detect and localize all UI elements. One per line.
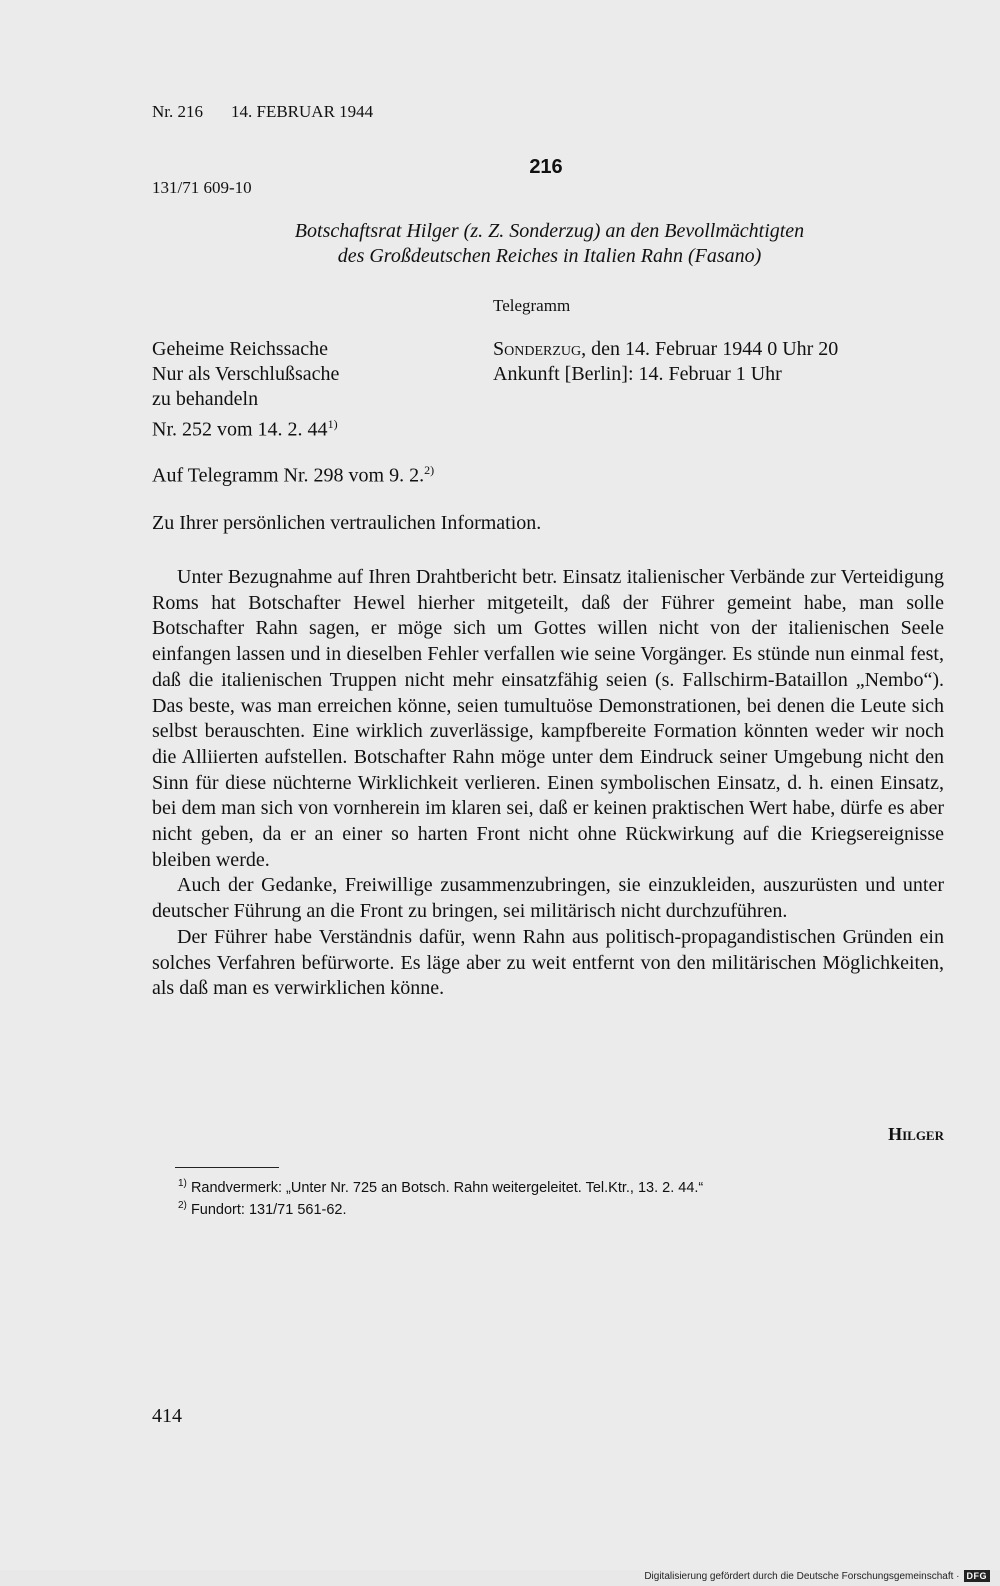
document-number: 216 xyxy=(529,156,563,178)
paragraph: Auch der Gedanke, Freiwillige zusammenzubringen, sie einzukleiden, auszurüsten und unter deutscher Führung an die Front zu bringen, sei militärisch nicht durchzuführen. xyxy=(152,874,944,923)
heading-line-2: des Großdeutschen Reiches in Italien Rahn (Fasano) xyxy=(337,245,762,267)
dispatch-sent-line xyxy=(493,337,838,362)
body-text xyxy=(152,565,944,1002)
classification-line-1: Geheime Reichssache xyxy=(152,338,329,360)
footnote-text: Randvermerk: „Unter Nr. 725 an Botsch. Rahn weitergeleitet. Tel.Ktr., 13. 2. 44.“ xyxy=(190,1179,704,1196)
running-header-date: 14. FEBRUAR 1944 xyxy=(231,102,374,121)
classification-line-3: zu behandeln xyxy=(152,388,259,410)
footnote-mark: 2) xyxy=(178,1200,187,1211)
doc-type-label: Telegramm xyxy=(493,296,571,315)
dispatch-block xyxy=(493,337,838,387)
dfg-logo: DFG xyxy=(964,1570,991,1582)
page-number: 414 xyxy=(152,1405,182,1427)
paragraph: Unter Bezugnahme auf Ihren Drahtbericht betr. Einsatz italienischer Verbände zur Verteidigung Roms hat Botschafter Hewel hierher mitgeteilt, daß der Führer gemeint habe, man solle Botschafter Rahn sagen, er möge sich um Gottes willen nicht von der italienischen Seele einfangen lassen und in dieselben Fehler verfallen wie seine Vorgänger. Es stünde nun einmal fest, daß die italienischen Truppen nicht mehr einsatzfähig seien (s. Fallschirm-Bataillon „Nembo“). Das beste, was man erreichen könne, seien tumultuöse Demonstrationen, bei denen die Leute sich selbst berauschten. Eine wirklich zuverlässige, kampfbereite Formation könnten weder wir noch die Alliierten aufstellen. Botschafter Rahn möge unter dem Eindruck seiner Umgebung nicht den Sinn für diese nüchterne Wirklichkeit verlieren. Einen symbolischen Einsatz, d. h. einen Einsatz, bei dem man sich von vornherein im klaren sei, daß er keinen praktischen Wert habe, dürfe es aber nicht geben, da er an einer so harten Front nicht ohne Rückwirkung auf die Kriegsereignisse bleiben werde. xyxy=(152,566,944,871)
running-header xyxy=(152,102,373,122)
dispatch-arrival: Ankunft [Berlin]: 14. Februar 1 Uhr xyxy=(493,363,782,385)
funding-banner xyxy=(644,1570,990,1582)
signature: Hilger xyxy=(888,1124,944,1144)
classification-number: Nr. 252 vom 14. 2. 44 xyxy=(152,418,328,441)
intro-line: Zu Ihrer persönlichen vertraulichen Information. xyxy=(152,512,542,534)
footnote xyxy=(178,1178,703,1196)
classification-line-4 xyxy=(152,412,339,443)
file-number: 131/71 609-10 xyxy=(152,178,252,197)
reference-text: Auf Telegramm Nr. 298 vom 9. 2. xyxy=(152,464,425,487)
paragraph: Der Führer habe Verständnis dafür, wenn Rahn aus politisch-propagandistischen Gründen ein solches Verfahren befürworte. Es läge aber zu weit entfernt von den militärischen Möglichkeiten, als daß man es verwirklichen könne. xyxy=(152,925,944,1000)
dispatch-origin: Sonderzug, xyxy=(493,338,587,360)
running-header-number: Nr. 216 xyxy=(152,102,203,121)
classification-line-2: Nur als Verschlußsache xyxy=(152,363,340,385)
banner-text: Digitalisierung gefördert durch die Deutsche Forschungsgemeinschaft · xyxy=(644,1570,960,1582)
footnote-ref-1: 1) xyxy=(327,417,338,431)
footnote-ref-2: 2) xyxy=(424,463,435,477)
heading-line-1: Botschaftsrat Hilger (z. Z. Sonderzug) an den Bevollmächtigten xyxy=(294,220,805,242)
telegram-reference xyxy=(152,463,434,488)
classification-block xyxy=(152,337,339,443)
footnote xyxy=(178,1200,347,1218)
dispatch-sent: den 14. Februar 1944 0 Uhr 20 xyxy=(591,338,839,360)
footnote-divider xyxy=(175,1167,279,1168)
footnote-text: Fundort: 131/71 561-62. xyxy=(190,1201,347,1218)
footnote-mark: 1) xyxy=(178,1178,187,1189)
document-heading xyxy=(152,219,947,269)
